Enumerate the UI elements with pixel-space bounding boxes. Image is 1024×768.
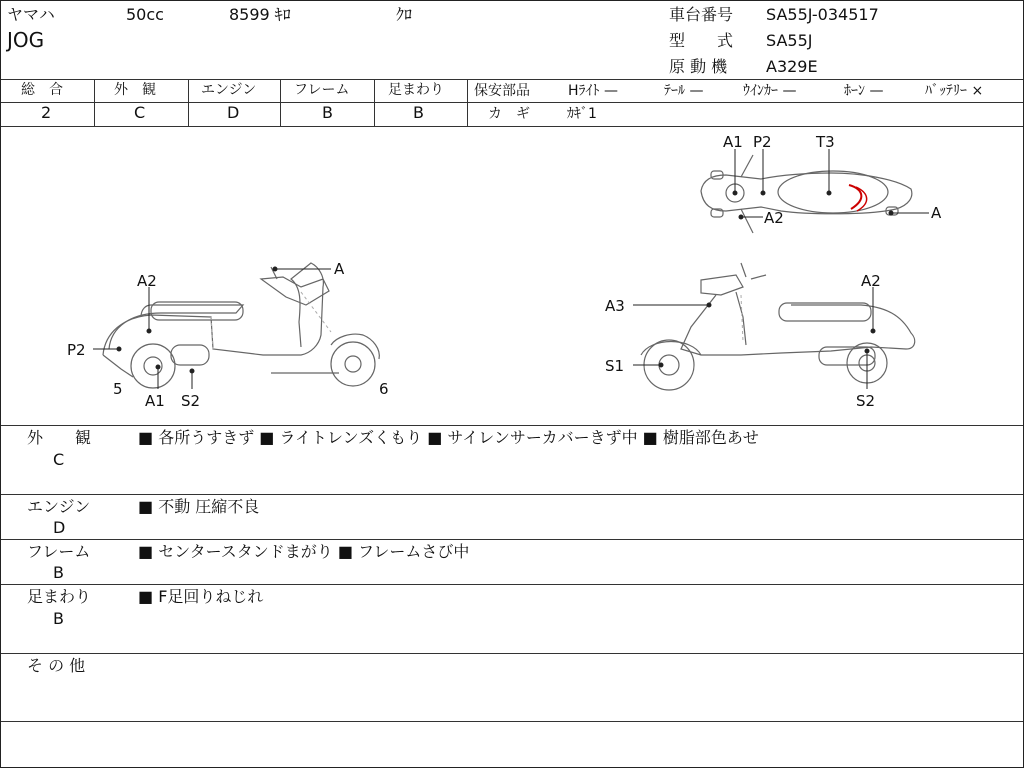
remark-grade-exterior: C xyxy=(53,450,65,469)
diagram-label: 5 xyxy=(113,380,123,398)
remark-title-frame: フレーム xyxy=(27,542,91,561)
safety-label: 保安部品 xyxy=(474,83,530,99)
engine-label: エンジン xyxy=(201,82,257,98)
diagram-label: S2 xyxy=(856,392,876,410)
remark-grade-suspension: B xyxy=(53,609,64,628)
diagram-label: P2 xyxy=(753,133,772,151)
safety-item: Hﾗｲﾄ — xyxy=(568,83,618,99)
remark-title-engine: エンジン xyxy=(27,497,91,516)
type-label: 型 式 xyxy=(669,31,734,50)
remark-text-suspension: ■ F足回りねじれ xyxy=(138,587,264,606)
diagram-label: A xyxy=(931,204,942,222)
other-label: そ の 他 xyxy=(27,656,86,675)
damage-diagram xyxy=(1,127,1023,427)
engine-model-label: 原 動 機 xyxy=(669,57,728,76)
frame-label: フレーム xyxy=(294,82,350,98)
diagram-label: A3 xyxy=(605,297,625,315)
diagram-label: 6 xyxy=(379,380,389,398)
safety-item: ﾊﾞｯﾃﾘｰ × xyxy=(925,83,984,99)
exterior-label: 外 観 xyxy=(114,82,156,98)
key-value: ｶｷﾞ1 xyxy=(567,106,597,122)
displacement: 50cc xyxy=(126,5,164,24)
maker: ヤマハ xyxy=(7,5,55,24)
remark-grade-engine: D xyxy=(53,518,66,537)
safety-item: ﾃｰﾙ — xyxy=(664,83,704,99)
overall-label: 総 合 xyxy=(21,82,63,98)
diagram-label: A1 xyxy=(723,133,743,151)
remark-text-frame: ■ センタースタンドまがり ■ フレームさび中 xyxy=(138,542,470,561)
remark-grade-frame: B xyxy=(53,563,64,582)
remark-title-suspension: 足まわり xyxy=(27,587,92,606)
color: ｸﾛ xyxy=(396,5,413,24)
model-name: JOG xyxy=(7,28,45,52)
remark-title-exterior: 外 観 xyxy=(27,428,92,447)
mileage: 8599 ｷﾛ xyxy=(229,5,291,24)
diagram-label: T3 xyxy=(816,133,835,151)
remark-text-exterior: ■ 各所うすきず ■ ライトレンズくもり ■ サイレンサーカバーきず中 ■ 樹脂部色あせ xyxy=(138,428,759,447)
diagram-label: P2 xyxy=(67,341,86,359)
frame-no: SA55J-034517 xyxy=(766,5,879,24)
exterior-grade: C xyxy=(134,103,146,122)
safety-item: ｳｲﾝｶｰ — xyxy=(743,83,797,99)
safety-item: ﾎｰﾝ — xyxy=(844,83,884,99)
diagram-label: A xyxy=(334,260,345,278)
engine-model: A329E xyxy=(766,57,818,76)
diagram-label: A2 xyxy=(861,272,881,290)
remark-text-engine: ■ 不動 圧縮不良 xyxy=(138,497,260,516)
diagram-label: S2 xyxy=(181,392,201,410)
diagram-label: A2 xyxy=(764,209,784,227)
engine-grade: D xyxy=(227,103,240,122)
diagram-label: S1 xyxy=(605,357,625,375)
diagram-label: A2 xyxy=(137,272,157,290)
suspension-label: 足まわり xyxy=(388,82,444,98)
diagram-label: A1 xyxy=(145,392,165,410)
overall-grade: 2 xyxy=(41,103,52,122)
suspension-grade: B xyxy=(413,103,424,122)
key-label: カ ギ xyxy=(488,106,530,122)
type-value: SA55J xyxy=(766,31,813,50)
frame-grade: B xyxy=(322,103,333,122)
frame-no-label: 車台番号 xyxy=(669,5,734,24)
